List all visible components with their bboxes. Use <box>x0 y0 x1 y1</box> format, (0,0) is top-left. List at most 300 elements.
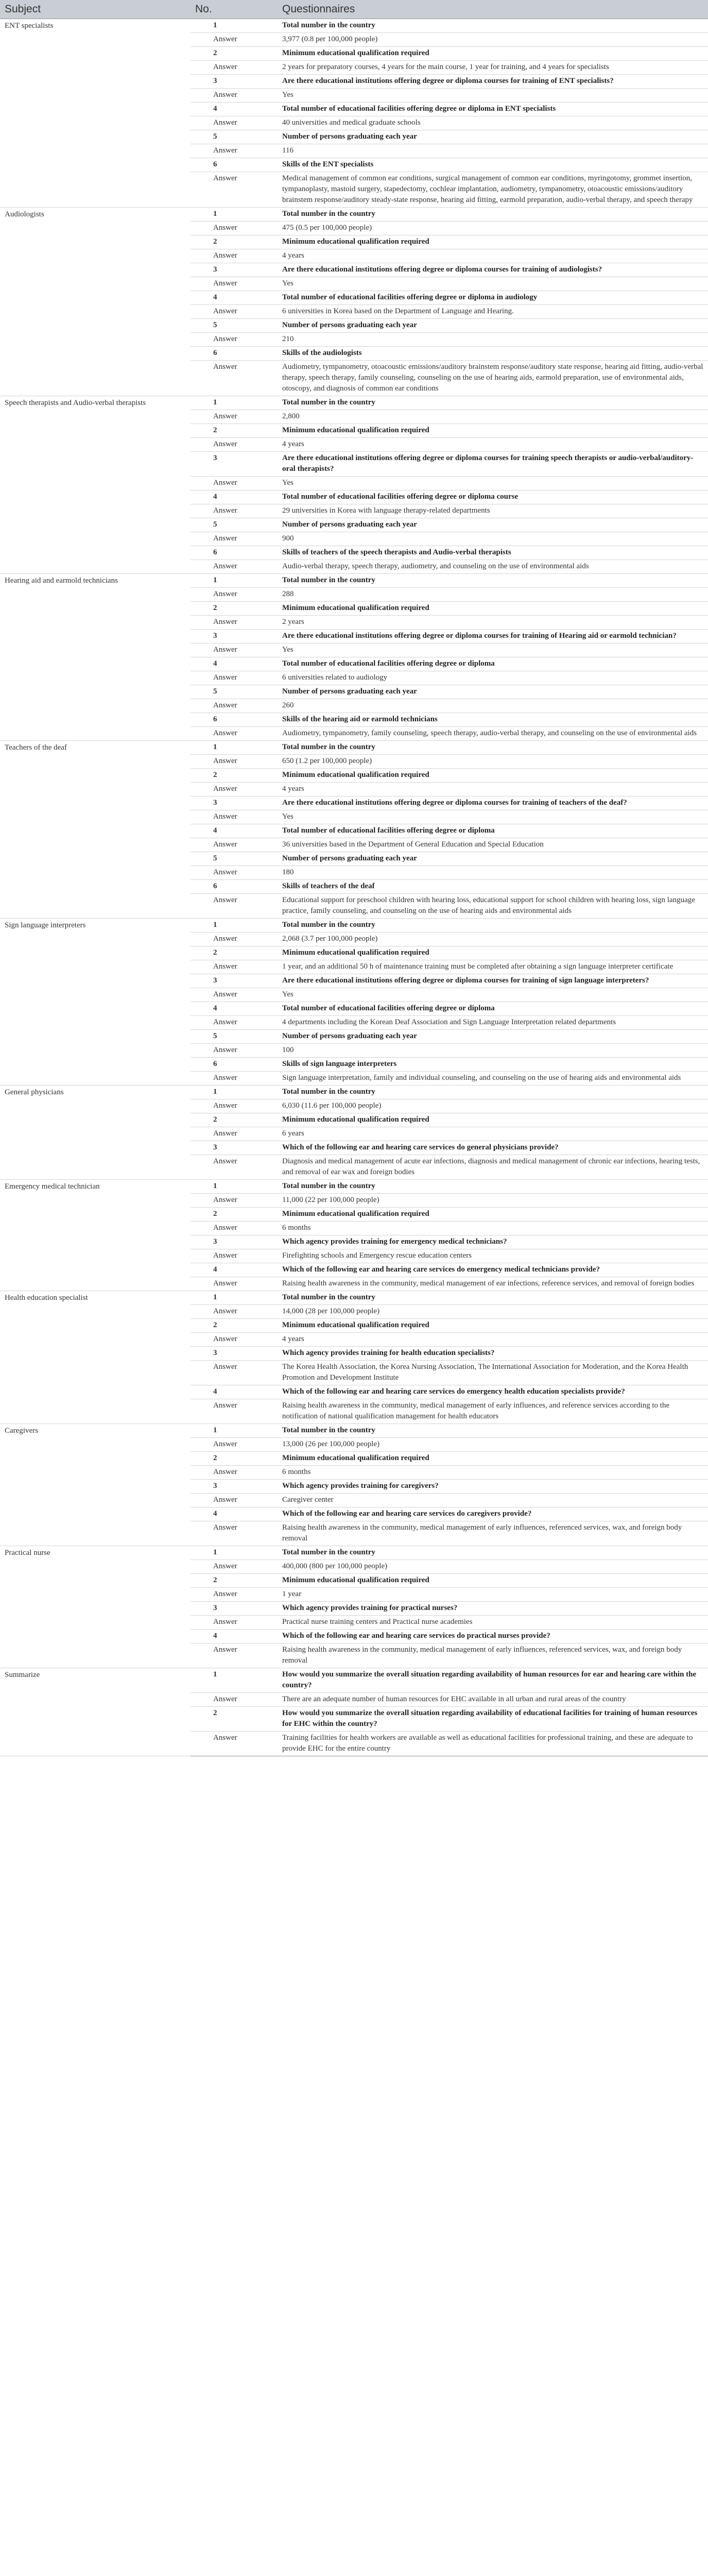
question-number: 4 <box>209 657 278 671</box>
answer-text: 40 universities and medical graduate schools <box>278 116 708 130</box>
answer-label: Answer <box>209 477 278 490</box>
answer-spacer <box>191 560 209 574</box>
question-text: Minimum educational qualification required <box>278 1319 708 1333</box>
answer-label: Answer <box>209 933 278 946</box>
subject-cell: Practical nurse <box>0 1546 191 1668</box>
answer-spacer <box>191 866 209 880</box>
question-number: 1 <box>209 1180 278 1194</box>
question-number: 2 <box>209 1574 278 1588</box>
question-text: Total number in the country <box>278 396 708 410</box>
table-body <box>0 19 708 1756</box>
question-number: 1 <box>209 919 278 933</box>
answer-spacer <box>191 894 209 919</box>
question-number: 5 <box>209 685 278 699</box>
answer-label: Answer <box>209 504 278 518</box>
question-spacer <box>191 291 209 305</box>
answer-label: Answer <box>209 1194 278 1208</box>
question-number: 4 <box>209 1630 278 1643</box>
question-text: Are there educational institutions offering degree or diploma courses for training of audiologists? <box>278 263 708 277</box>
answer-label: Answer <box>209 1643 278 1668</box>
question-spacer <box>191 1630 209 1643</box>
answer-spacer <box>191 1044 209 1058</box>
question-spacer <box>191 319 209 333</box>
answer-spacer <box>191 988 209 1002</box>
answer-text: Sign language interpretation, family and individual counseling, and counseling on the use of hearing aids and environmental aids <box>278 1072 708 1086</box>
answer-label: Answer <box>209 866 278 880</box>
answer-text: 180 <box>278 866 708 880</box>
question-spacer <box>191 546 209 560</box>
answer-text: 6,030 (11.6 per 100,000 people) <box>278 1099 708 1113</box>
answer-label: Answer <box>209 172 278 208</box>
answer-label: Answer <box>209 894 278 919</box>
question-spacer <box>191 103 209 116</box>
question-text: Minimum educational qualification required <box>278 1574 708 1588</box>
question-text: Total number in the country <box>278 1086 708 1099</box>
answer-text: 3,977 (0.8 per 100,000 people) <box>278 33 708 47</box>
question-spacer <box>191 1086 209 1099</box>
answer-label: Answer <box>209 1521 278 1546</box>
question-text: Minimum educational qualification required <box>278 602 708 616</box>
question-number: 5 <box>209 319 278 333</box>
answer-text: Raising health awareness in the community, medical management of early influences, referenced services, wax, and foreign body removal <box>278 1521 708 1546</box>
question-spacer <box>191 1208 209 1222</box>
question-text: Minimum educational qualification required <box>278 47 708 61</box>
answer-label: Answer <box>209 532 278 546</box>
question-text: Total number of educational facilities offering degree or diploma in audiology <box>278 291 708 305</box>
answer-label: Answer <box>209 1072 278 1086</box>
answer-label: Answer <box>209 1399 278 1424</box>
answer-text: Audiometry, tympanometry, otoacoustic emissions/auditory brainstem response/auditory state response, hearing aid fitting, audio-verbal therapy, speech therapy, family counseling, counseling on the use of hearing aids, earmold preparation, use of environmental aids, otoscopy, and diagnosis of common ear conditions <box>278 361 708 396</box>
answer-label: Answer <box>209 61 278 75</box>
question-number: 4 <box>209 103 278 116</box>
answer-label: Answer <box>209 1016 278 1030</box>
answer-spacer <box>191 1521 209 1546</box>
answer-text: Raising health awareness in the community, medical management of ear infections, reference services, and removal of foreign bodies <box>278 1277 708 1291</box>
question-spacer <box>191 452 209 477</box>
question-row <box>0 1668 708 1693</box>
answer-text: 400,000 (800 per 100,000 people) <box>278 1560 708 1574</box>
question-number: 1 <box>209 1291 278 1305</box>
question-spacer <box>191 880 209 894</box>
question-number: 1 <box>209 19 278 33</box>
question-text: Skills of the audiologists <box>278 347 708 361</box>
question-text: Which of the following ear and hearing care services do general physicians provide? <box>278 1141 708 1155</box>
answer-text: 116 <box>278 144 708 158</box>
question-spacer <box>191 657 209 671</box>
answer-label: Answer <box>209 1277 278 1291</box>
question-number: 1 <box>209 741 278 755</box>
question-spacer <box>191 19 209 33</box>
question-text: Which of the following ear and hearing care services do emergency health education specialists provide? <box>278 1385 708 1399</box>
question-spacer <box>191 518 209 532</box>
answer-spacer <box>191 1249 209 1263</box>
question-spacer <box>191 1002 209 1016</box>
question-spacer <box>191 1385 209 1399</box>
question-number: 5 <box>209 518 278 532</box>
answer-label: Answer <box>209 560 278 574</box>
question-spacer <box>191 1668 209 1693</box>
header-subject: Subject <box>0 0 191 19</box>
answer-spacer <box>191 1127 209 1141</box>
answer-text: 1 year, and an additional 50 h of maintenance training must be completed after obtaining a sign language interpreter certificate <box>278 960 708 974</box>
question-number: 6 <box>209 347 278 361</box>
answer-spacer <box>191 1222 209 1235</box>
answer-text: There are an adequate number of human resources for EHC available in all urban and rural areas of the country <box>278 1693 708 1707</box>
question-text: Skills of teachers of the speech therapists and Audio-verbal therapists <box>278 546 708 560</box>
subject-cell: General physicians <box>0 1086 191 1180</box>
question-text: Total number in the country <box>278 741 708 755</box>
question-spacer <box>191 1235 209 1249</box>
question-text: Skills of teachers of the deaf <box>278 880 708 894</box>
question-text: Minimum educational qualification required <box>278 235 708 249</box>
question-spacer <box>191 490 209 504</box>
answer-label: Answer <box>209 727 278 741</box>
question-row <box>0 741 708 755</box>
answer-label: Answer <box>209 1099 278 1113</box>
question-text: Minimum educational qualification required <box>278 1208 708 1222</box>
answer-text: 900 <box>278 532 708 546</box>
question-number: 3 <box>209 1602 278 1616</box>
answer-label: Answer <box>209 1249 278 1263</box>
table-header-row <box>0 0 708 19</box>
answer-text: Raising health awareness in the community, medical management of early influences, referenced services, wax, and foreign body removal <box>278 1643 708 1668</box>
answer-spacer <box>191 1277 209 1291</box>
question-spacer <box>191 796 209 810</box>
question-spacer <box>191 852 209 866</box>
answer-text: 2 years for preparatory courses, 4 years for the main course, 1 year for training, and 4 years for specialists <box>278 61 708 75</box>
question-spacer <box>191 630 209 643</box>
answer-spacer <box>191 1438 209 1452</box>
question-number: 2 <box>209 1319 278 1333</box>
answer-spacer <box>191 699 209 713</box>
question-text: Total number of educational facilities offering degree or diploma course <box>278 490 708 504</box>
question-text: Number of persons graduating each year <box>278 1030 708 1044</box>
answer-spacer <box>191 504 209 518</box>
subject-cell: Caregivers <box>0 1424 191 1546</box>
answer-label: Answer <box>209 410 278 424</box>
question-text: Which of the following ear and hearing care services do practical nurses provide? <box>278 1630 708 1643</box>
answer-spacer <box>191 1072 209 1086</box>
answer-spacer <box>191 1016 209 1030</box>
answer-spacer <box>191 172 209 208</box>
answer-label: Answer <box>209 810 278 824</box>
answer-spacer <box>191 933 209 946</box>
answer-spacer <box>191 410 209 424</box>
answer-text: Yes <box>278 810 708 824</box>
answer-text: Caregiver center <box>278 1494 708 1507</box>
answer-spacer <box>191 116 209 130</box>
answer-spacer <box>191 643 209 657</box>
question-spacer <box>191 1480 209 1494</box>
answer-spacer <box>191 755 209 769</box>
answer-text: 11,000 (22 per 100,000 people) <box>278 1194 708 1208</box>
question-text: Total number in the country <box>278 1291 708 1305</box>
answer-text: Yes <box>278 277 708 291</box>
answer-spacer <box>191 1643 209 1668</box>
answer-label: Answer <box>209 222 278 235</box>
answer-text: 14,000 (28 per 100,000 people) <box>278 1305 708 1319</box>
subject-cell: Emergency medical technician <box>0 1180 191 1291</box>
question-text: Which agency provides training for caregivers? <box>278 1480 708 1494</box>
question-spacer <box>191 1180 209 1194</box>
question-text: Total number of educational facilities offering degree or diploma <box>278 824 708 838</box>
answer-text: 210 <box>278 333 708 347</box>
question-number: 1 <box>209 1546 278 1560</box>
answer-label: Answer <box>209 643 278 657</box>
answer-spacer <box>191 838 209 852</box>
answer-text: 6 months <box>278 1466 708 1480</box>
answer-label: Answer <box>209 361 278 396</box>
question-number: 1 <box>209 1086 278 1099</box>
question-row <box>0 208 708 222</box>
question-text: Skills of the ENT specialists <box>278 158 708 172</box>
question-spacer <box>191 47 209 61</box>
question-spacer <box>191 1707 209 1732</box>
answer-spacer <box>191 1305 209 1319</box>
question-spacer <box>191 685 209 699</box>
answer-spacer <box>191 305 209 319</box>
answer-label: Answer <box>209 277 278 291</box>
question-spacer <box>191 1319 209 1333</box>
answer-text: Raising health awareness in the community, medical management of early influences, and reference services according to the notification of national qualification management for health educators <box>278 1399 708 1424</box>
question-row <box>0 19 708 33</box>
question-text: Are there educational institutions offering degree or diploma courses for training of sign language interpreters? <box>278 974 708 988</box>
question-number: 4 <box>209 291 278 305</box>
answer-label: Answer <box>209 1466 278 1480</box>
answer-spacer <box>191 61 209 75</box>
question-row <box>0 1291 708 1305</box>
answer-label: Answer <box>209 249 278 263</box>
answer-label: Answer <box>209 960 278 974</box>
answer-label: Answer <box>209 1361 278 1385</box>
question-spacer <box>191 574 209 588</box>
question-text: Which of the following ear and hearing care services do caregivers provide? <box>278 1507 708 1521</box>
question-number: 5 <box>209 852 278 866</box>
question-spacer <box>191 1113 209 1127</box>
question-number: 3 <box>209 452 278 477</box>
question-text: Skills of sign language interpreters <box>278 1058 708 1072</box>
answer-text: 6 universities in Korea based on the Department of Language and Hearing. <box>278 305 708 319</box>
answer-label: Answer <box>209 671 278 685</box>
question-text: Total number of educational facilities offering degree or diploma <box>278 657 708 671</box>
question-row <box>0 1180 708 1194</box>
answer-label: Answer <box>209 33 278 47</box>
question-spacer <box>191 919 209 933</box>
question-spacer <box>191 75 209 89</box>
answer-text: Diagnosis and medical management of acute ear infections, diagnosis and medical management of chronic ear infections, hearing tests, and removal of ear wax and foreign bodies <box>278 1155 708 1180</box>
answer-label: Answer <box>209 333 278 347</box>
answer-spacer <box>191 532 209 546</box>
answer-label: Answer <box>209 1560 278 1574</box>
answer-label: Answer <box>209 1494 278 1507</box>
answer-text: 475 (0.5 per 100,000 people) <box>278 222 708 235</box>
question-spacer <box>191 208 209 222</box>
question-spacer <box>191 1507 209 1521</box>
question-text: Number of persons graduating each year <box>278 319 708 333</box>
answer-text: 4 years <box>278 249 708 263</box>
subject-cell: Audiologists <box>0 208 191 396</box>
answer-spacer <box>191 1099 209 1113</box>
answer-text: Yes <box>278 477 708 490</box>
answer-spacer <box>191 783 209 796</box>
question-number: 1 <box>209 1424 278 1438</box>
subject-cell: Summarize <box>0 1668 191 1756</box>
question-number: 6 <box>209 713 278 727</box>
question-spacer <box>191 741 209 755</box>
question-text: Number of persons graduating each year <box>278 852 708 866</box>
question-spacer <box>191 824 209 838</box>
question-text: Number of persons graduating each year <box>278 685 708 699</box>
answer-text: 2,800 <box>278 410 708 424</box>
answer-spacer <box>191 1560 209 1574</box>
answer-spacer <box>191 1494 209 1507</box>
answer-label: Answer <box>209 988 278 1002</box>
question-number: 6 <box>209 880 278 894</box>
answer-spacer <box>191 333 209 347</box>
answer-text: 4 years <box>278 1333 708 1347</box>
question-spacer <box>191 1424 209 1438</box>
answer-spacer <box>191 1399 209 1424</box>
question-text: Total number in the country <box>278 1546 708 1560</box>
question-spacer <box>191 1058 209 1072</box>
question-number: 3 <box>209 974 278 988</box>
answer-label: Answer <box>209 1222 278 1235</box>
question-text: Total number in the country <box>278 1180 708 1194</box>
question-text: How would you summarize the overall situation regarding availability of educational facilities for training of human resources for EHC within the country? <box>278 1707 708 1732</box>
answer-text: 4 years <box>278 783 708 796</box>
question-number: 6 <box>209 546 278 560</box>
question-number: 2 <box>209 1208 278 1222</box>
answer-label: Answer <box>209 755 278 769</box>
question-text: Skills of the hearing aid or earmold technicians <box>278 713 708 727</box>
answer-label: Answer <box>209 1305 278 1319</box>
question-text: Which agency provides training for health education specialists? <box>278 1347 708 1361</box>
question-number: 5 <box>209 130 278 144</box>
question-text: Are there educational institutions offering degree or diploma courses for training of Hearing aid or earmold technician? <box>278 630 708 643</box>
question-spacer <box>191 396 209 410</box>
question-text: Total number of educational facilities offering degree or diploma in ENT specialists <box>278 103 708 116</box>
question-number: 3 <box>209 1347 278 1361</box>
answer-text: Training facilities for health workers are available as well as educational facilities for professional training, and these are adequate to provide EHC for the entire country <box>278 1732 708 1756</box>
question-number: 3 <box>209 75 278 89</box>
question-number: 2 <box>209 424 278 438</box>
answer-label: Answer <box>209 1588 278 1602</box>
answer-text: 4 years <box>278 438 708 452</box>
answer-text: 288 <box>278 588 708 602</box>
question-number: 4 <box>209 824 278 838</box>
answer-spacer <box>191 1466 209 1480</box>
answer-spacer <box>191 1693 209 1707</box>
question-number: 2 <box>209 1113 278 1127</box>
answer-text: Yes <box>278 988 708 1002</box>
question-row <box>0 574 708 588</box>
answer-spacer <box>191 249 209 263</box>
question-number: 6 <box>209 1058 278 1072</box>
question-text: Minimum educational qualification required <box>278 424 708 438</box>
answer-spacer <box>191 810 209 824</box>
answer-label: Answer <box>209 144 278 158</box>
answer-label: Answer <box>209 588 278 602</box>
answer-spacer <box>191 727 209 741</box>
answer-spacer <box>191 1588 209 1602</box>
answer-spacer <box>191 588 209 602</box>
answer-spacer <box>191 1732 209 1756</box>
question-spacer <box>191 713 209 727</box>
question-spacer <box>191 974 209 988</box>
question-spacer <box>191 158 209 172</box>
answer-text: 6 months <box>278 1222 708 1235</box>
question-row <box>0 1086 708 1099</box>
question-text: Minimum educational qualification required <box>278 1113 708 1127</box>
question-spacer <box>191 602 209 616</box>
header-no: No. <box>191 0 278 19</box>
question-number: 1 <box>209 1668 278 1693</box>
question-text: Are there educational institutions offering degree or diploma courses for training of ENT specialists? <box>278 75 708 89</box>
answer-spacer <box>191 33 209 47</box>
subject-cell: Sign language interpreters <box>0 919 191 1086</box>
question-text: Total number in the country <box>278 208 708 222</box>
answer-spacer <box>191 960 209 974</box>
answer-text: Educational support for preschool children with hearing loss, educational support for school children with hearing loss, sign language practice, family counseling, and counseling on the use of hearing aids and environmental aids <box>278 894 708 919</box>
answer-label: Answer <box>209 116 278 130</box>
question-text: Total number in the country <box>278 919 708 933</box>
question-number: 1 <box>209 396 278 410</box>
question-text: Which of the following ear and hearing care services do emergency medical technicians provide? <box>278 1263 708 1277</box>
question-spacer <box>191 130 209 144</box>
answer-text: Audiometry, tympanometry, family counseling, speech therapy, audio-verbal therapy, and counseling on the use of environmental aids <box>278 727 708 741</box>
question-number: 2 <box>209 235 278 249</box>
answer-spacer <box>191 89 209 103</box>
question-text: Minimum educational qualification required <box>278 1452 708 1466</box>
answer-spacer <box>191 144 209 158</box>
answer-text: 13,000 (26 per 100,000 people) <box>278 1438 708 1452</box>
question-text: Minimum educational qualification required <box>278 946 708 960</box>
answer-text: The Korea Health Association, the Korea Nursing Association, The International Association for Moderation, and the Korea Health Promotion and Development Institute <box>278 1361 708 1385</box>
answer-label: Answer <box>209 1732 278 1756</box>
question-spacer <box>191 1574 209 1588</box>
question-number: 2 <box>209 946 278 960</box>
question-spacer <box>191 1452 209 1466</box>
answer-label: Answer <box>209 1693 278 1707</box>
answer-label: Answer <box>209 1333 278 1347</box>
answer-spacer <box>191 277 209 291</box>
question-spacer <box>191 1347 209 1361</box>
answer-text: Medical management of common ear conditions, surgical management of common ear conditions, myringotomy, grommet insertion, tympanoplasty, mastoid surgery, stapedectomy, cochlear implantation, audiometry, tympanometry, otoacoustic emissions/auditory brainstem response/auditory steady-state response, hearing aid fitting, earmold preparation, audio-verbal therapy, and speech therapy <box>278 172 708 208</box>
question-number: 3 <box>209 263 278 277</box>
answer-text: 100 <box>278 1044 708 1058</box>
question-text: Total number in the country <box>278 574 708 588</box>
question-spacer <box>191 1030 209 1044</box>
question-text: Total number in the country <box>278 1424 708 1438</box>
answer-text: 6 universities related to audiology <box>278 671 708 685</box>
answer-text: 260 <box>278 699 708 713</box>
question-number: 4 <box>209 1002 278 1016</box>
answer-text: 1 year <box>278 1588 708 1602</box>
subject-cell: Health education specialist <box>0 1291 191 1424</box>
answer-spacer <box>191 671 209 685</box>
subject-cell: Teachers of the deaf <box>0 741 191 919</box>
answer-spacer <box>191 1155 209 1180</box>
question-spacer <box>191 263 209 277</box>
answer-text: 6 years <box>278 1127 708 1141</box>
answer-text: Audio-verbal therapy, speech therapy, audiometry, and counseling on the use of environmental aids <box>278 560 708 574</box>
question-text: Total number in the country <box>278 19 708 33</box>
answer-spacer <box>191 361 209 396</box>
question-text: How would you summarize the overall situation regarding availability of human resources for ear and hearing care within the country? <box>278 1668 708 1693</box>
question-text: Number of persons graduating each year <box>278 518 708 532</box>
question-number: 2 <box>209 769 278 783</box>
question-number: 4 <box>209 1263 278 1277</box>
